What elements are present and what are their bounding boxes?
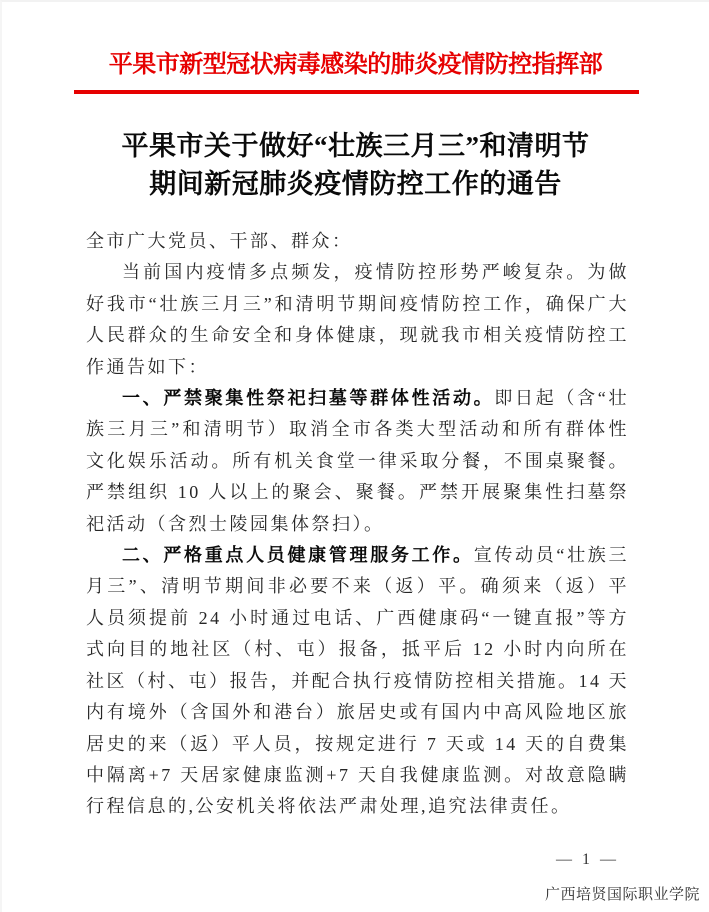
item-2-paragraph xyxy=(86,540,629,823)
intro-paragraph-text: 当前国内疫情多点频发，疫情防控形势严峻复杂。为做好我市“壮族三月三”和清明节期间疫情防控工作，确保广大人民群众的生命安全和身体健康，现就我市相关疫情防控工作通告如下： xyxy=(86,262,629,377)
item-1-paragraph xyxy=(86,383,629,540)
item-1-heading: 一、严禁聚集性祭祀扫墓等群体性活动。 xyxy=(122,388,495,409)
watermark-school-name: 广西培贤国际职业学院 xyxy=(544,886,700,903)
letterhead-org-name: 平果市新型冠状病毒感染的肺炎疫情防控指挥部 xyxy=(108,52,603,78)
document-title-line1: 平果市关于做好“壮族三月三”和清明节 xyxy=(121,131,590,161)
page-number: — 1 — xyxy=(556,851,619,868)
item-1-text: 即日起（含“壮族三月三”和清明节）取消全市各类大型活动和所有群体性文化娱乐活动。所有机关食堂一律采取分餐，不围桌聚餐。严禁组织 10 人以上的聚会、聚餐。严禁开展聚集性扫墓祭祀活动（含烈士陵园集体祭扫）。 xyxy=(86,388,629,534)
document-title xyxy=(42,127,669,203)
red-divider xyxy=(74,90,639,94)
intro-paragraph xyxy=(86,257,629,383)
document-title-line2: 期间新冠肺炎疫情防控工作的通告 xyxy=(149,169,562,199)
item-2-heading: 二、严格重点人员健康管理服务工作。 xyxy=(122,545,474,566)
document-body xyxy=(86,226,629,823)
item-2-text: 宣传动员“壮族三月三”、清明节期间非必要不来（返）平。确须来（返）平人员须提前 24 小时通过电话、广西健康码“一键直报”等方式向目的地社区（村、屯）报备，抵平后 12 小时内向所在社区（村、屯）报告，并配合执行疫情防控相关措施。14 天内有境外（含国外和港台）旅居史或有国内中高风险地区旅居史的来（返）平人员，按规定进行 7 天或 14 天的自费集中隔离+7 天居家健康监测+7 天自我健康监测。对故意隐瞒行程信息的,公安机关将依法严肃处理,追究法律责任。 xyxy=(86,545,629,817)
salutation: 全市广大党员、干部、群众： xyxy=(86,231,353,251)
